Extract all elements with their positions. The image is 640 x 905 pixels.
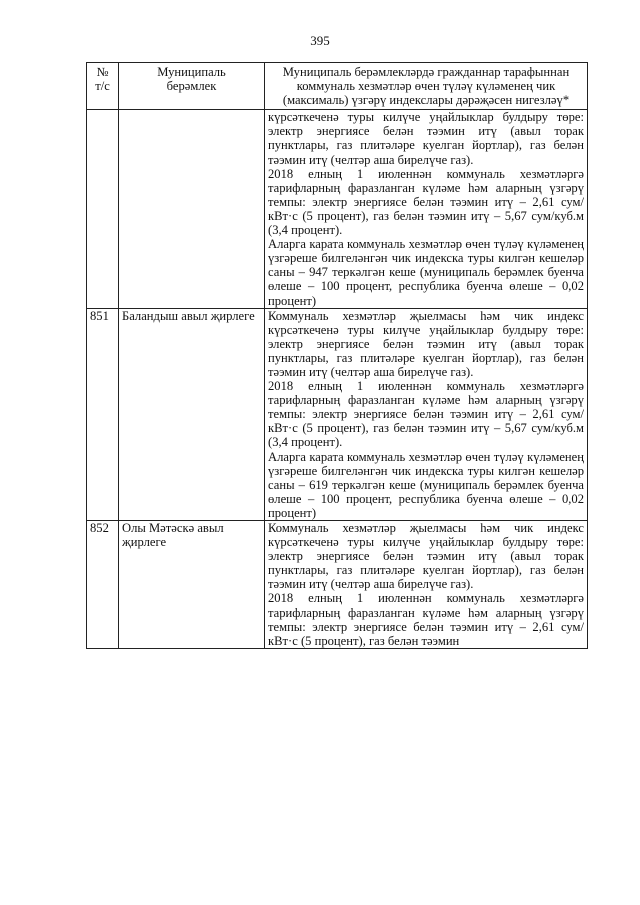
description-paragraph: Коммуналь хезмәтләр җыелмасы һәм чик индекс күрсәткеченә туры килүче уңайлыклар булдыру төре: электр энергиясе белән тәэмин итү (авыл торак пунктлары, газ плитәләре куелган йортлар), газ белән тәэмин итү (челтәр аша бирелүче газ).	[268, 521, 584, 592]
header-num: № т/с	[87, 63, 119, 110]
tariff-table	[86, 62, 588, 649]
table-row	[87, 308, 588, 520]
table-header-row	[87, 63, 588, 110]
row-number: 852	[87, 521, 119, 649]
description-paragraph: Аларга карата коммуналь хезмәтләр өчен түләү күләменең үзгәреше билгеләнгән чик индекска туры килгән кешеләр саны – 619 теркәлгән кеше (муниципаль берәмлек буенча өлеше – 100 процент, республика буенча өлеше – 0,02 процент)	[268, 449, 584, 520]
description-paragraph: күрсәткеченә туры килүче уңайлыклар булдыру төре: электр энергиясе белән тәэмин итү (авыл торак пунктлары, газ плитәләре куелган йортлар), газ белән тәэмин итү (челтәр аша бирелүче газ).	[268, 110, 584, 167]
header-description: Муниципаль берәмлекләрдә гражданнар тарафыннан коммуналь хезмәтләр өчен түләү күләменең чик (максималь) үзгәрү индекслары дәрәҗәсен нигезләү*	[265, 63, 588, 110]
description-paragraph: 2018 елның 1 июленнән коммуналь хезмәтләргә тарифларның фаразланган күләме һәм аларның үзгәрү темпы: электр энергиясе белән тәэмин итү – 2,61 сум/кВт·с (5 процент), газ белән тәэмин итү – 5,67 сум/куб.м (3,4 процент).	[268, 166, 584, 238]
municipality-name: Олы Мәтәскә авыл җирлеге	[119, 521, 265, 649]
row-number: 851	[87, 308, 119, 520]
table-body	[87, 110, 588, 649]
description-cell	[265, 521, 588, 649]
table-row	[87, 521, 588, 649]
table-row	[87, 110, 588, 308]
municipality-name	[119, 110, 265, 308]
description-paragraph: Аларга карата коммуналь хезмәтләр өчен түләү күләменең үзгәреше билгеләнгән чик индекска туры килгән кешеләр саны – 947 теркәлгән кеше (муниципаль берәмлек буенча өлеше – 100 процент, республика буенча өлеше – 0,02 процент)	[268, 237, 584, 308]
row-number	[87, 110, 119, 308]
municipality-name: Баландыш авыл җирлеге	[119, 308, 265, 520]
description-cell	[265, 308, 588, 520]
description-cell	[265, 110, 588, 308]
page-number: 395	[310, 33, 330, 48]
description-paragraph: 2018 елның 1 июленнән коммуналь хезмәтләргә тарифларның фаразланган күләме һәм аларның үзгәрү темпы: электр энергиясе белән тәэмин итү – 2,61 сум/кВт·с (5 процент), газ белән тәэмин	[268, 591, 584, 648]
description-paragraph: 2018 елның 1 июленнән коммуналь хезмәтләргә тарифларның фаразланган күләме һәм аларның үзгәрү темпы: электр энергиясе белән тәэмин итү – 2,61 сум/кВт·с (5 процент), газ белән тәэмин итү – 5,67 сум/куб.м (3,4 процент).	[268, 379, 584, 450]
header-municipality: Муниципаль берәмлек	[119, 63, 265, 110]
description-paragraph: Коммуналь хезмәтләр җыелмасы һәм чик индекс күрсәткеченә туры килүче уңайлыклар булдыру төре: электр энергиясе белән тәэмин итү (авыл торак пунктлары, газ плитәләре куелган йортлар), газ белән тәэмин итү (челтәр аша бирелүче газ).	[268, 308, 584, 379]
